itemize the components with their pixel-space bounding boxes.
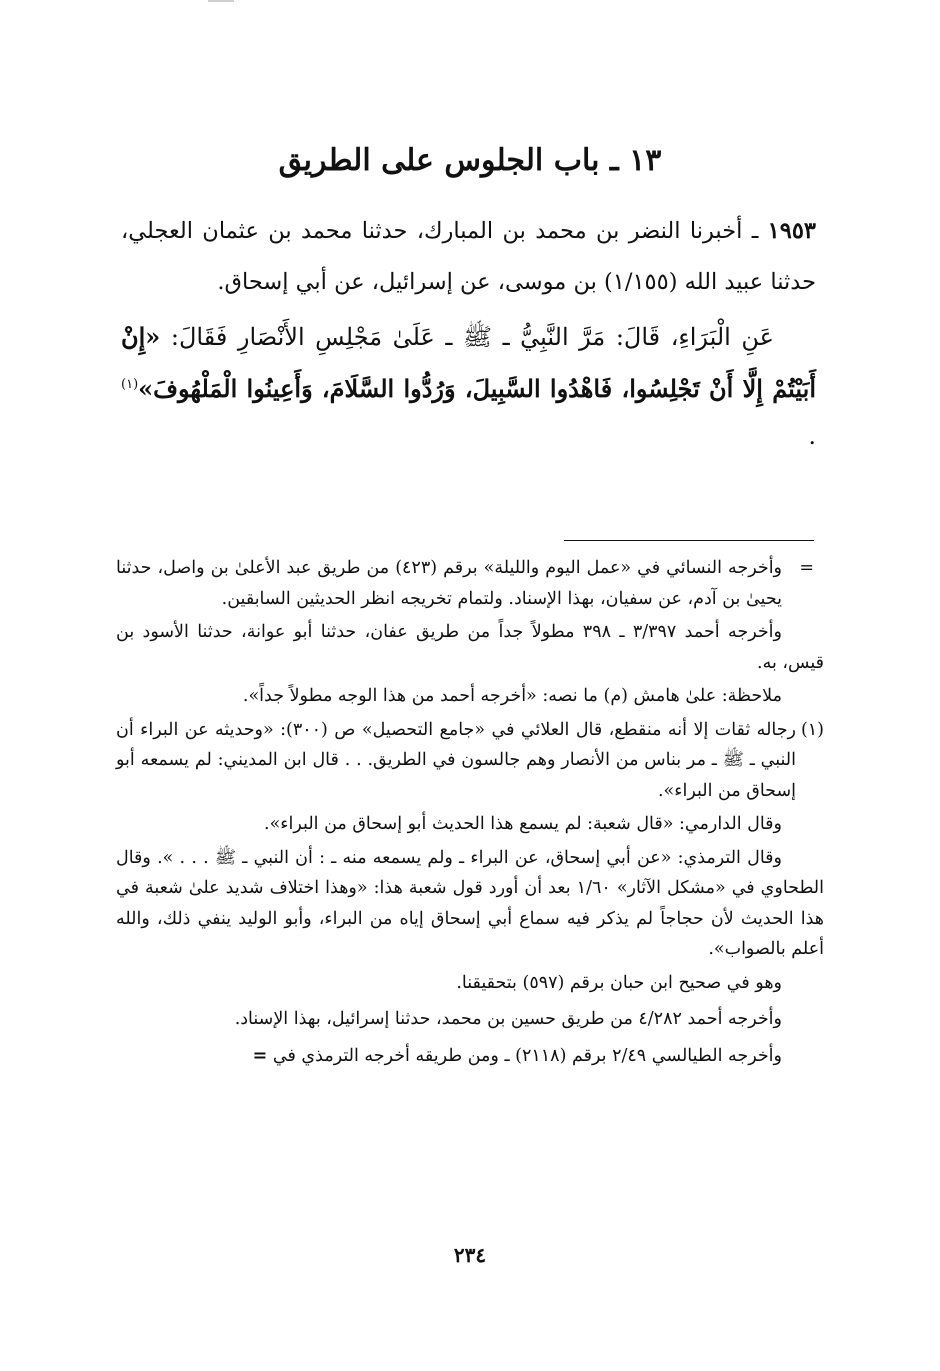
footnote-remark: ملاحظة: علىٰ هامش (م) ما نصه: «أخرجه أحمد من هذا الوجه مطولاً جداً». [242, 686, 782, 706]
hadith-quote: «إِنْ أَبَيْتُمْ إِلَّا أَنْ تَجْلِسُوا، فَاهْدُوا السَّبِيلَ، وَرُدُّوا السَّلَامَ، وَأَعِينُوا الْمَلْهُوفَ» [121, 322, 816, 403]
continuation-mark: = [799, 558, 814, 578]
hadith-intro: عَنِ الْبَرَاءِ، قَالَ: مَرَّ النَّبِيُّ ـ ﷺ ـ عَلَىٰ مَجْلِسِ الأَنْصَارِ فَقَالَ: [160, 323, 774, 351]
footnotes [116, 553, 824, 1074]
hadith-number: ١٩٥٣ [767, 218, 816, 244]
continued-mark: = [252, 1045, 268, 1066]
footnote-1-darimi: وقال الدارمي: «قال شعبة: لم يسمع هذا الحديث أبو إسحاق من البراء». [264, 814, 782, 834]
footnote-continuation-2: وأخرجه أحمد ٣/٣٩٧ ـ ٣٩٨ مطولاً جداً من طريق عفان، حدثنا أبو عوانة، حدثنا الأسود بن قيس، به. [116, 622, 824, 673]
main-text [121, 206, 816, 460]
footnote-1-text: رجاله ثقات إلا أنه منقطع، قال العلائي في «جامع التحصيل» ص (٣٠٠): «وحديثه عن البراء أن النبي ـ ﷺ ـ مر بناس من الأنصار وهم جالسون في الطريق. . . قال ابن المديني: لم يسمعه أبو إسحاق من البراء». [116, 719, 797, 801]
hadith-paragraph [121, 313, 816, 460]
footnote-continuation-1-text: وأخرجه النسائي في «عمل اليوم والليلة» برقم (٤٢٣) من طريق عبد الأعلىٰ بن واصل، حدثنا يحيىٰ بن آدم، عن سفيان، بهذا الإسناد. ولتمام تخريجه انظر الحديثين السابقين. [116, 558, 783, 609]
page-number: ٢٣٤ [453, 1243, 487, 1267]
footnote-1-marker: (١) [800, 719, 824, 740]
footnote-1-ahmad: وأخرجه أحمد ٤/٢٨٢ من طريق حسين بن محمد، حدثنا إسرائيل، بهذا الإسناد. [234, 1009, 782, 1029]
footnote-1-tayalisi-text: وأخرجه الطيالسي ٢/٤٩ برقم (٢١١٨) ـ ومن طريقه أخرجه الترمذي في [272, 1045, 782, 1066]
footnote-separator [564, 540, 814, 541]
isnad-text: ـ أخبرنا النضر بن محمد بن المبارك، حدثنا محمد بن عثمان العجلي، حدثنا عبيد الله (١/١٥٥) بن موسى، عن إسرائيل، عن أبي إسحاق. [121, 218, 816, 295]
hadith-end: . [808, 422, 816, 450]
footnote-1-tayalisi [116, 1041, 824, 1072]
footnote-1-ibn-hibban: وهو في صحيح ابن حبان برقم (٥٩٧) بتحقيقنا. [456, 972, 782, 993]
footnote-continuation-1 [116, 553, 824, 614]
isnad-paragraph [121, 206, 816, 308]
scan-speck [208, 0, 234, 2]
footnote-1-tirmidhi: وقال الترمذي: «عن أبي إسحاق، عن البراء ـ ولم يسمعه منه ـ : أن النبي ـ ﷺ . . . ». وقال الطحاوي في «مشكل الآثار» ١/٦٠ بعد أن أورد قول شعبة هذا: «وهذا اختلاف شديد علىٰ شعبة في هذا الحديث لأن حجاجاً لم يذكر فيه سماع أبي إسحاق إياه من البراء، وأبو الوليد ينفي ذلك، والله أعلم بالصواب». [116, 847, 825, 959]
footnote-1 [116, 715, 824, 807]
chapter-heading: ١٣ ـ باب الجلوس على الطريق [278, 143, 662, 178]
footnote-ref: (١) [121, 377, 139, 392]
